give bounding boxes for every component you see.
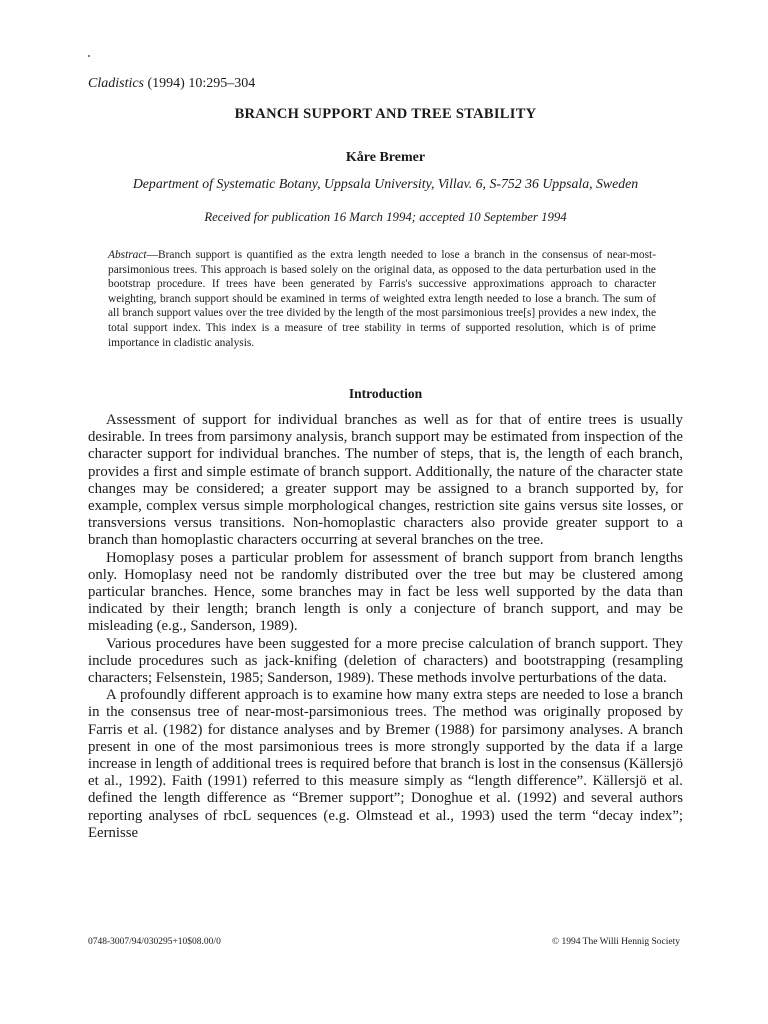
abstract bbox=[108, 248, 656, 350]
section-heading-introduction: Introduction bbox=[348, 386, 423, 401]
received-dates: Received for publication 16 March 1994; accepted 10 September 1994 bbox=[204, 210, 567, 224]
author-affiliation: Department of Systematic Botany, Uppsala University, Villav. 6, S-752 36 Uppsala, Sweden bbox=[132, 176, 639, 191]
scan-speck bbox=[88, 55, 90, 57]
introduction-body bbox=[88, 412, 683, 842]
journal-citation bbox=[88, 75, 255, 93]
article-title: BRANCH SUPPORT AND TREE STABILITY bbox=[234, 106, 537, 122]
footer-copyright: © 1994 The Willi Hennig Society bbox=[551, 937, 680, 947]
paragraph: Various procedures have been suggested for a more precise calculation of branch support. They include procedures such as jack-knifing (deletion of characters) and bootstrapping (resampling characters; Felsenstein, 1985; Sanderson, 1989). These methods involve perturbations of the data. bbox=[88, 635, 683, 687]
article-author: Kåre Bremer bbox=[345, 150, 426, 165]
citation-details: (1994) 10:295–304 bbox=[144, 76, 256, 91]
paragraph: Homoplasy poses a particular problem for assessment of branch support from branch lengths only. Homoplasy need not be randomly distributed over the tree but may be clustered among particular branches. Hence, some branches may in fact be less well supported by the data than indicated by their length; branch length is only a conjecture of branch support, and may be misleading (e.g., Sanderson, 1989). bbox=[88, 549, 683, 635]
paragraph: A profoundly different approach is to examine how many extra steps are needed to lose a branch in the consensus tree of near-most-parsimonious trees. The method was originally proposed by Farris et al. (1982) for distance analyses and by Bremer (1988) for parsimony analyses. A branch present in one of the most parsimonious trees is more strongly supported by the data if a large increase in length of additional trees is required before that branch is lost in the consensus (Källersjö et al., 1992). Faith (1991) referred to this measure simply as “length difference”. Källersjö et al. defined the length difference as “Bremer support”; Donoghue et al. (1992) and several authors reporting analyses of rbcL sequences (e.g. Olmstead et al., 1993) used the term “decay index”; Eernisse bbox=[88, 687, 683, 841]
paragraph: Assessment of support for individual branches as well as for that of entire trees is usually desirable. In trees from parsimony analysis, branch support may be estimated from inspection of the character support for individual branches. The number of steps, that is, the length of each branch, provides a first and simple estimate of branch support. Additionally, the nature of the character state changes may be considered; a greater support may be assigned to a branch supported by, for example, complex versus simple morphological changes, restriction site gains versus site losses, or transversions versus transitions. Non-homoplastic characters also provide greater support to a branch than homoplastic characters occurring at several branches on the tree. bbox=[88, 412, 683, 549]
footer-code: 0748-3007/94/030295+10$08.00/0 bbox=[88, 937, 221, 947]
journal-name: Cladistics bbox=[88, 76, 145, 91]
abstract-label: Abstract bbox=[108, 249, 147, 261]
abstract-text: —Branch support is quantified as the extra length needed to lose a branch in the consensus of near-most-parsimonious trees. This approach is based solely on the original data, as opposed to the data perturbation used in the bootstrap procedure. If trees have been generated by Farris's successive approximations approach to character weighting, branch support should be examined in terms of weighted extra length needed to lose a branch. The sum of all branch support values over the tree divided by the length of the most parsimonious tree[s] provides a new index, the total support index. This index is a measure of tree stability in terms of supported resolution, which is of prime importance in cladistic analysis. bbox=[108, 249, 656, 349]
